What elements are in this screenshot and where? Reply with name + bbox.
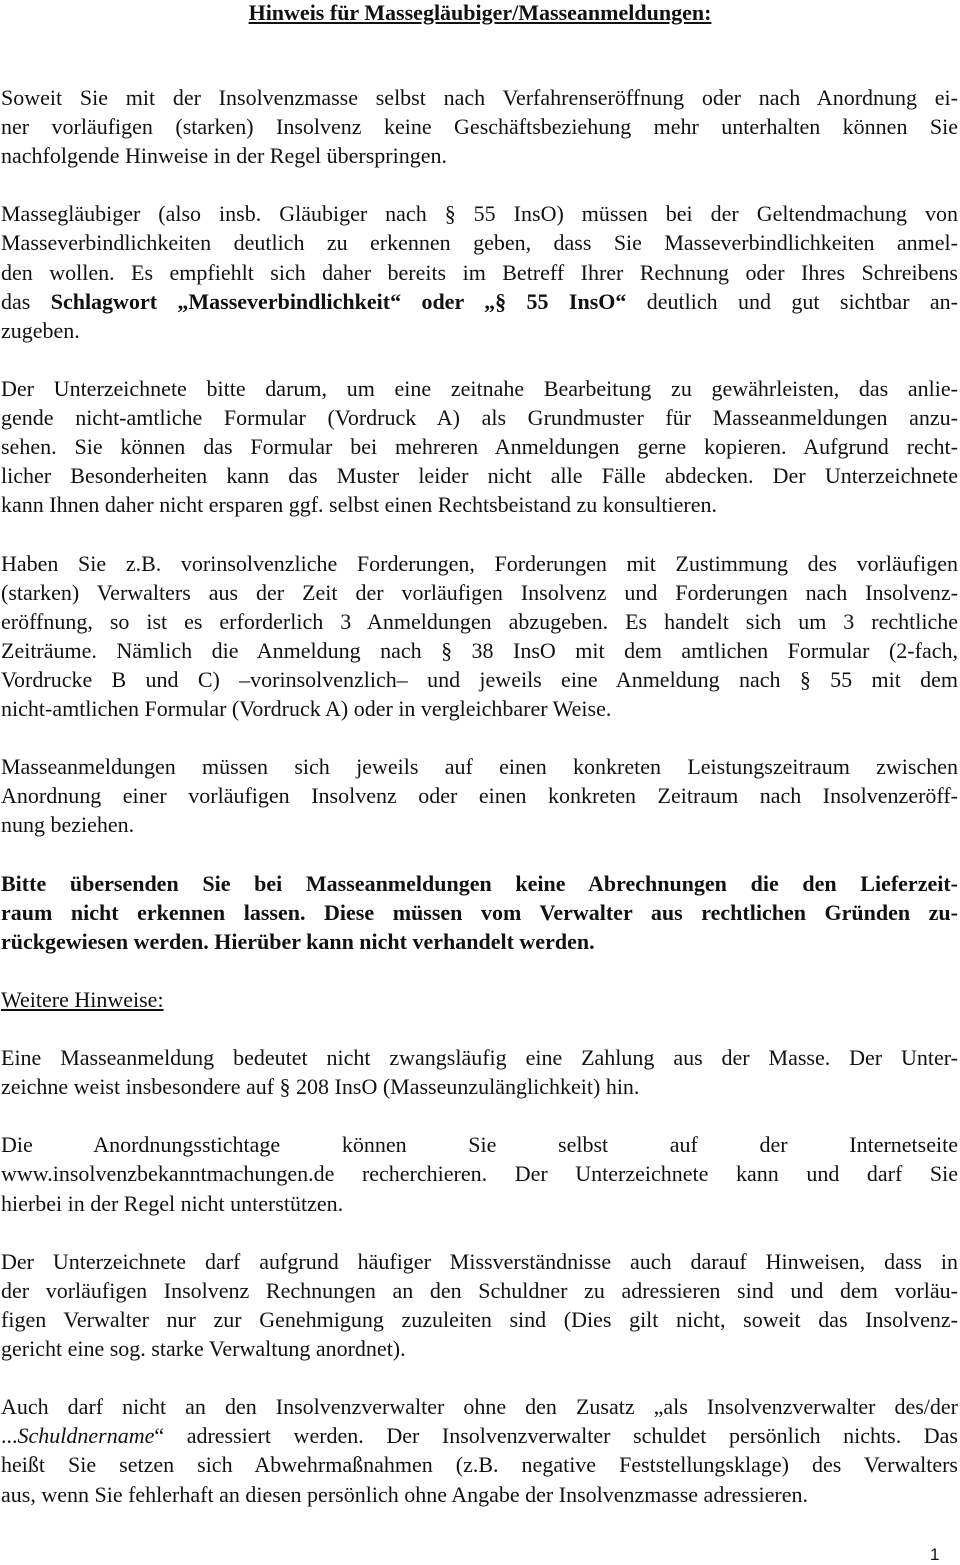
text-segment: das (1, 288, 51, 314)
text-segment: deutlich und gut sichtbar an- (626, 288, 958, 314)
text-segment: hierbei in der Regel nicht unterstützen. (1, 1190, 344, 1216)
text-segment: “ adressiert werden. Der Insolvenzverwalter schuldet persönlich nichts. Das (154, 1423, 958, 1449)
text-segment: sehen. Sie können das Formular bei mehreren Anmeldungen gerne kopieren. Aufgrund recht- (1, 434, 958, 460)
text-segment: licher Besonderheiten kann das Muster leider nicht alle Fälle abdecken. Der Unterzeichnete (1, 463, 958, 489)
text-line (1, 694, 958, 723)
text-segment: kann Ihnen daher nicht ersparen ggf. selbst einen Rechtsbeistand zu konsultieren. (1, 492, 717, 518)
text-line (1, 898, 958, 927)
text-segment: Der Unterzeichnete darf aufgrund häufiger Missverständnisse auch darauf Hinweisen, dass in (1, 1248, 958, 1274)
text-segment: zeichne weist insbesondere auf § 208 InsO (Masseunzulänglichkeit) hin. (1, 1074, 640, 1100)
text-line (1, 1276, 958, 1305)
text-line (1, 1421, 958, 1450)
document-title: Hinweis für Massegläubiger/Masseanmeldungen: (248, 0, 712, 25)
text-segment: Masseverbindlichkeiten deutlich zu erkennen geben, dass Sie Masseverbindlichkeiten anmel- (1, 230, 958, 256)
text-line (1, 1392, 958, 1421)
text-line (1, 1334, 958, 1363)
paragraph (1, 1043, 958, 1101)
bold-paragraph (1, 869, 958, 956)
paragraph (1, 1392, 958, 1508)
paragraph (1, 83, 958, 170)
text-segment: www.insolvenzbekanntmachungen.de recherchieren. Der Unterzeichnete kann und darf Sie (1, 1161, 958, 1187)
text-line (1, 83, 958, 112)
text-line (1, 141, 958, 170)
text-line (1, 1305, 958, 1334)
text-segment: Auch darf nicht an den Insolvenzverwalter ohne den Zusatz „als Insolvenzverwalter des/der (1, 1394, 958, 1420)
text-segment: (starken) Verwalters aus der Zeit der vorläufigen Insolvenz und Forderungen nach Insolvenz- (1, 579, 958, 605)
text-segment: ner vorläufigen (starken) Insolvenz keine Geschäftsbeziehung mehr unterhalten können Sie (1, 114, 958, 140)
text-line (1, 316, 958, 345)
page-number: 1 (930, 1545, 940, 1564)
text-line (1, 112, 958, 141)
text-segment: den wollen. Es empfiehlt sich daher bereits im Betreff Ihrer Rechnung oder Ihres Schreibens (1, 259, 958, 285)
text-segment: der vorläufigen Insolvenz Rechnungen an den Schuldner zu adressieren sind und dem vorläu- (1, 1277, 958, 1303)
text-line (1, 869, 958, 898)
text-line (1, 490, 958, 519)
text-segment: figen Verwalter nur zur Genehmigung zuzuleiten sind (Dies gilt nicht, soweit das Insolvenz- (1, 1306, 958, 1332)
text-line (1, 810, 958, 839)
text-line (1, 228, 958, 257)
text-line (1, 781, 958, 810)
text-line (1, 432, 958, 461)
text-line (1, 1480, 958, 1509)
text-line (1, 1043, 958, 1072)
text-line (1, 374, 958, 403)
section-heading (1, 985, 958, 1014)
text-segment: Massegläubiger (also insb. Gläubiger nach § 55 InsO) müssen bei der Geltendmachung von (1, 201, 958, 227)
text-segment: gende nicht-amtliche Formular (Vordruck A) als Grundmuster für Masseanmeldungen anzu- (1, 405, 958, 431)
text-segment: nung beziehen. (1, 812, 135, 838)
text-line (1, 1189, 958, 1218)
text-segment: Der Unterzeichnete bitte darum, um eine zeitnahe Bearbeitung zu gewährleisten, das anlie- (1, 375, 958, 401)
paragraph (1, 1130, 958, 1217)
text-segment: Soweit Sie mit der Insolvenzmasse selbst nach Verfahrenseröffnung oder nach Anordnung ei- (1, 85, 958, 110)
text-line (1, 461, 958, 490)
text-segment: Zeiträume. Nämlich die Anmeldung nach § 38 InsO mit dem amtlichen Formular (2-fach, (1, 637, 958, 663)
text-segment: gericht eine sog. starke Verwaltung anordnet). (1, 1336, 406, 1362)
italic-text: Schuldnername (17, 1423, 155, 1449)
text-line (1, 578, 958, 607)
text-segment: Haben Sie z.B. vorinsolvenzliche Forderungen, Forderungen mit Zustimmung des vorläufigen (1, 550, 958, 576)
text-line (1, 199, 958, 228)
text-line (1, 752, 958, 781)
paragraph (1, 199, 958, 344)
text-line (1, 1450, 958, 1479)
text-line (1, 549, 958, 578)
bold-text: Schlagwort „Masseverbindlichkeit“ oder „§ 55 InsO“ (50, 288, 627, 314)
underlined-heading: Weitere Hinweise: (1, 986, 164, 1012)
text-segment: Eine Masseanmeldung bedeutet nicht zwangsläufig eine Zahlung aus der Masse. Der Unter- (1, 1045, 958, 1071)
paragraph (1, 752, 958, 839)
text-segment: rückgewiesen werden. Hierüber kann nicht verhandelt werden. (1, 928, 595, 954)
text-line (1, 1247, 958, 1276)
text-segment: Anordnung einer vorläufigen Insolvenz oder einen konkreten Zeitraum nach Insolvenzeröff- (1, 783, 958, 809)
text-line (1, 258, 958, 287)
text-line (1, 287, 958, 316)
text-line (1, 607, 958, 636)
text-segment: Masseanmeldungen müssen sich jeweils auf einen konkreten Leistungszeitraum zwischen (1, 754, 958, 780)
document-body (1, 83, 958, 1538)
text-segment: eröffnung, so ist es erforderlich 3 Anmeldungen abzugeben. Es handelt sich um 3 rechtliche (1, 608, 958, 634)
text-segment: nicht-amtlichen Formular (Vordruck A) oder in vergleichbarer Weise. (1, 695, 612, 721)
text-segment: ... (1, 1423, 18, 1449)
paragraph (1, 549, 958, 724)
text-line (1, 665, 958, 694)
text-segment: zugeben. (1, 317, 80, 343)
text-segment: heißt Sie setzen sich Abwehrmaßnahmen (z.B. negative Feststellungsklage) des Verwalters (1, 1452, 958, 1478)
text-segment: aus, wenn Sie fehlerhaft an diesen persönlich ohne Angabe der Insolvenzmasse adressieren. (1, 1481, 808, 1507)
text-segment: Die Anordnungsstichtage können Sie selbst auf der Internetseite (1, 1132, 958, 1158)
text-line (1, 1072, 958, 1101)
paragraph (1, 374, 958, 519)
text-line (1, 927, 958, 956)
text-segment: raum nicht erkennen lassen. Diese müssen vom Verwalter aus rechtlichen Gründen zu- (1, 899, 958, 925)
text-segment: nachfolgende Hinweise in der Regel überspringen. (1, 143, 447, 169)
text-line (1, 636, 958, 665)
paragraph (1, 1247, 958, 1363)
text-line (1, 1130, 958, 1159)
text-line (1, 1159, 958, 1188)
text-segment: Vordrucke B und C) –vorinsolvenzlich– und jeweils eine Anmeldung nach § 55 mit dem (1, 666, 958, 692)
text-line (1, 985, 958, 1014)
text-segment: Bitte übersenden Sie bei Masseanmeldungen keine Abrechnungen die den Lieferzeit- (1, 870, 958, 896)
text-line (1, 403, 958, 432)
